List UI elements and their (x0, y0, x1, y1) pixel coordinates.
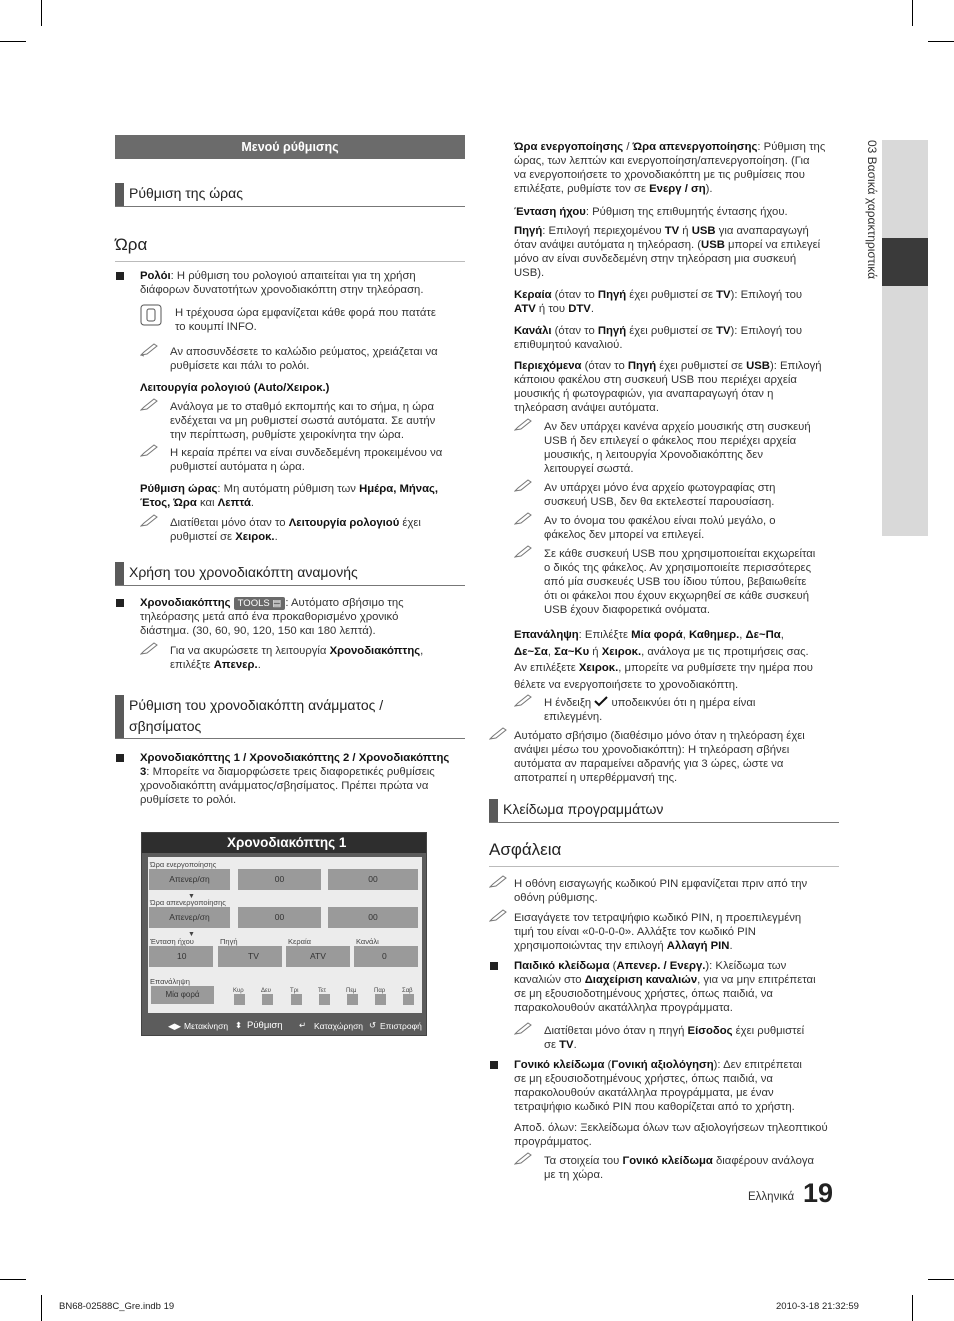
heading-text: Χρήση του χρονοδιακόπτη αναμονής (129, 564, 358, 580)
line: Η οθόνη εισαγωγής κωδικού PIN εμφανίζεται πριν από την (514, 878, 808, 890)
text: Χειροκ. (578, 662, 619, 674)
line: συσκευή USB, δεν θα εκτελεστεί παρουσίαση. (544, 496, 775, 508)
note-pencil-icon (140, 514, 158, 528)
osd-day-label: Πεμ (346, 988, 357, 994)
chapter-tab-marker (882, 238, 928, 286)
osd-day-checkbox[interactable] (347, 994, 358, 1005)
text: Πηγή (597, 325, 627, 337)
text: USB (701, 239, 725, 251)
text: Καθημερ. (688, 629, 740, 641)
text: επιλέξατε, ρυθμίστε τον σε (514, 183, 650, 195)
text: : Ρύθμιση της επιθυμητής έντασης ήχου. (585, 206, 788, 218)
text: TV (716, 325, 731, 337)
auto-power-off-note (514, 729, 844, 785)
checkmark-icon (594, 696, 608, 707)
line: κάποιου φακέλου στη συσκευή USB που περιέχει αρχεία (514, 374, 797, 386)
line: ο δικός της φάκελος. Αν χρησιμοποιείτε περισσότερες (544, 562, 812, 574)
text: Ενεργ / ση (649, 183, 706, 195)
osd-on-minute[interactable]: 00 (328, 869, 418, 890)
osd-label-volume: Ένταση ήχου (150, 937, 194, 946)
text: Διατίθεται μόνο όταν η πηγή (544, 1025, 688, 1037)
note-pencil-icon (140, 444, 158, 458)
line: Εισαγάγετε τον τετραψήφιο κωδικό PIN, η προεπιλεγμένη (514, 912, 802, 924)
line: Η τρέχουσα ώρα εμφανίζεται κάθε φορά που πατάτε (175, 307, 436, 319)
text: Διαχείριση καναλιών (584, 974, 698, 986)
osd-source-value[interactable]: TV (218, 946, 282, 967)
text: έχει ρυθμιστεί (732, 1025, 805, 1037)
usb-music-note (544, 420, 844, 476)
text: Χρονοδιακόπτης (140, 597, 231, 609)
text: : Μπορείτε να διαμορφώσετε τρεις διαφορετικές ρυθμίσεις (146, 766, 435, 778)
line: ανάψει μέσω του χρονοδιακόπτη): Η τηλεόραση σβήνει (514, 744, 790, 756)
line: USB έχουν διαφορετικά ονόματα. (544, 604, 711, 616)
note-pencil-icon (140, 398, 158, 412)
osd-day-checkbox[interactable] (319, 994, 330, 1005)
osd-day-checkbox[interactable] (403, 994, 414, 1005)
text: Η ένδειξη (544, 697, 592, 709)
text: ATV (514, 303, 536, 315)
set-time-label: Ρύθμιση ώρας (140, 483, 218, 495)
text: Διατίθεται μόνο όταν το (170, 517, 289, 529)
pin-screen-note (514, 877, 844, 905)
text: ή του (535, 303, 569, 315)
folder-name-note (544, 514, 844, 542)
footer-date: 2010-3-18 21:32:59 (776, 1301, 859, 1312)
text: / (623, 141, 633, 153)
line: παρακολουθούν ακατάλληλα προγράμματα, με έναν (514, 1087, 774, 1099)
mode-note-a (170, 400, 465, 442)
line: τιμή του είναι «0-0-0-0». Αλλάξτε τον κωδικό PIN (514, 926, 756, 938)
osd-day-label: Τετ (318, 988, 327, 994)
usb-folder-note (544, 547, 844, 617)
text: Παιδικό κλείδωμα (514, 960, 610, 972)
text: διαφέρουν ανάλογα (712, 1155, 815, 1167)
text: (όταν το (551, 325, 598, 337)
text: Κανάλι (514, 325, 552, 337)
osd-repeat-value[interactable]: Μία φορά (151, 986, 214, 1004)
channel-paragraph (514, 324, 844, 352)
line: ενδέχεται να μη ρυθμιστεί σωστά αυτόματα. Σε αυτήν (170, 415, 436, 427)
text: και (196, 497, 218, 509)
line: επιθυμητού καναλιού. (514, 339, 623, 351)
osd-panel (148, 857, 422, 1013)
availability-note: Διατίθεται μόνο όταν το Λειτουργία ρολογιού έχει ρυθμιστεί σε Χειροκ.. (170, 517, 421, 543)
osd-label-channel: Κανάλι (356, 937, 379, 946)
crop-mark (912, 0, 913, 26)
line: ρυθμιστεί αυτόματα η ώρα. (170, 461, 305, 473)
return-icon: ↺ (369, 1020, 377, 1030)
text: Απενερ. (213, 659, 258, 671)
osd-adjust-label: Ρύθμιση (247, 1020, 283, 1031)
text: έχει ρυθμιστεί σε (626, 289, 717, 301)
source-paragraph (514, 224, 844, 280)
osd-label-on-time: Ώρα ενεργοποίησης (150, 860, 217, 869)
section-heading-time-setup (115, 183, 465, 207)
line: μόνο αν είναι συνδεδεμένη στην τηλεόραση μια συσκευή (514, 253, 797, 265)
osd-off-state[interactable]: Απενερ/ση (149, 907, 230, 928)
text: (όταν το (551, 289, 598, 301)
osd-label-source: Πηγή (220, 937, 238, 946)
clock-label: Ρολόι (140, 270, 171, 282)
note-pencil-icon (514, 512, 532, 526)
line: μουσικής, η λειτουργία Χρονοδιακόπτης δεν (544, 449, 763, 461)
osd-off-hour[interactable]: 00 (238, 907, 321, 928)
text: : Μη αυτόματη ρύθμιση των (217, 483, 360, 495)
line: λειτουργεί σωστά. (544, 463, 634, 475)
text: Ένταση ήχου (514, 206, 586, 218)
crop-mark (0, 41, 26, 42)
line: Αυτόματο σβήσιμο (διαθέσιμο μόνο όταν η τηλεόραση έχει (514, 730, 805, 742)
menu-banner: Μενού ρύθμισης (115, 135, 465, 159)
sleep-note: Για να ακυρώσετε τη λειτουργία Χρονοδιακόπτης, επιλέξτε Απενερ.. (170, 645, 424, 671)
osd-label-repeat: Επανάληψη (150, 977, 190, 986)
line: Η κεραία πρέπει να είναι συνδεδεμένη προκειμένου να (170, 447, 443, 459)
line: την περίπτωση, ρυθμίστε χειροκίνητα την ώρα. (170, 429, 404, 441)
line: Χρονοδιακόπτης 1 / Χρονοδιακόπτης 2 / Χρονοδιακόπτης (140, 752, 450, 764)
line: τετραψήφιο κωδικό PIN που καθορίζεται από το χρήστη. (514, 1101, 795, 1113)
line: Αν υπάρχει μόνο ένα αρχείο φωτογραφίας στη (544, 482, 776, 494)
mode-note-b (170, 446, 465, 474)
crop-mark (912, 1295, 913, 1321)
osd-title: Χρονοδιακόπτης 1 (142, 833, 426, 853)
osd-on-hour[interactable]: 00 (238, 869, 321, 890)
osd-day-checkbox[interactable] (234, 994, 245, 1005)
parental-lock-paragraph: Γονικό κλείδωμα (Γονική αξιολόγηση): Δεν επιτρέπεται σε μη εξουσιοδοτημένους χρήστες, όπως παιδιά, να παρακολουθούν ακατάλληλα προγράμματα, με έναν τετραψήφιο κωδικό PIN που καθορίζεται από το χρήστη. (514, 1058, 844, 1114)
text: (όταν το (581, 360, 628, 372)
heading-text: Ρύθμιση της ώρας (129, 185, 243, 201)
line: USB). (514, 267, 545, 279)
move-arrows-icon: ◀▶ (168, 1021, 182, 1031)
osd-channel-value[interactable]: 0 (354, 946, 418, 967)
osd-day-label: Παρ (374, 988, 386, 994)
pin-default-note: Εισαγάγετε τον τετραψήφιο κωδικό PIN, η προεπιλεγμένη τιμή του είναι «0-0-0-0». Αλλάξτε τον κωδικό PIN χρησιμοποιώντας την επιλογή Αλλαγή PIN. (514, 911, 844, 953)
text: : Επιλέξτε (578, 629, 632, 641)
text: Αλλαγή PIN (666, 940, 730, 952)
note-pencil-icon (140, 343, 158, 357)
line: Αν το όνομα του φακέλου είναι πολύ μεγάλο, ο (544, 515, 776, 527)
sleep-timer-paragraph (140, 596, 465, 638)
crop-mark (928, 41, 954, 42)
line: ρυθμίσετε και πάλι το ρολόι. (170, 360, 310, 372)
line: ότι οι φάκελοι που έχουν εκχωρηθεί σε κάθε συσκευή (544, 590, 809, 602)
text: όταν ανάψει αυτόματα η τηλεόραση. ( (514, 239, 702, 251)
osd-volume-value[interactable]: 10 (149, 946, 213, 967)
text: Για να ακυρώσετε τη λειτουργία (170, 645, 330, 657)
line: τηλεόραση ανάψει αυτόματα. (514, 402, 659, 414)
text: Τα στοιχεία του (544, 1155, 623, 1167)
child-lock-note: Διατίθεται μόνο όταν η πηγή Είσοδος έχει ρυθμιστεί σε TV. (544, 1025, 805, 1051)
text: χρησιμοποιώντας την επιλογή (514, 940, 667, 952)
text: υποδεικνύει ότι η ημέρα είναι (611, 697, 756, 709)
text: Ώρα απενεργοποίησης (632, 141, 758, 153)
down-arrow-icon: ▼ (188, 931, 195, 938)
repeat-paragraph: Επανάληψη: Επιλέξτε Μία φορά, Καθημερ., Δε~Πα, Δε~Σα, Σα~Κυ ή Χειροκ., ανάλογα με τις προτιμήσεις σας. Αν επιλέξετε Χειροκ., μπορείτε να ρυθμίσετε την ημέρα που θέλετε να ενεργοποιήσετε το χρονοδιακόπτη. (514, 627, 844, 693)
line: Αποδ. όλων: Ξεκλείδωμα όλων των αξιολογήσεων τηλεοπτικού (514, 1122, 828, 1134)
line: USB ή δεν επιλεγεί ο φάκελος που περιέχει αρχεία (544, 435, 797, 447)
checkmark-note (544, 696, 844, 724)
text: : Δεν επιτρέπεται (717, 1059, 802, 1071)
line: να ενεργοποιήσετε το χρονοδιακόπτη με τις ρυθμίσεις που (514, 169, 805, 181)
osd-label-off-time: Ώρα απενεργοποίησης (150, 898, 226, 907)
text: , (547, 645, 555, 658)
page-language: Ελληνικά (748, 1191, 795, 1203)
heading-text: Κλείδωμα προγραμμάτων (503, 801, 664, 817)
footer-file: BN68-02588C_Gre.indb 19 (59, 1301, 175, 1312)
bullet (116, 754, 124, 762)
down-arrow-icon: ▼ (188, 893, 195, 900)
text: Αν επιλέξετε (514, 662, 579, 674)
clock-mode-label: Λειτουργία ρολογιού (Auto/Χειροκ.) (140, 382, 330, 394)
line: μουσικής ή φωτογραφιών, για αναπαραγωγή όταν η (514, 388, 774, 400)
clock-text: : Η ρύθμιση του ρολογιού απαιτείται για τη χρήση διάφορων δυνατοτήτων χρονοδιακόπτη στην τηλεόραση. (140, 270, 424, 296)
osd-on-state[interactable]: Απενερ/ση (149, 869, 230, 890)
line: ώρας, των λεπτών και ενεργοποίηση/απενεργοποίηση. (Για (514, 155, 810, 167)
text: : Κλείδωμα των (709, 960, 787, 972)
line: προγράμματος. (514, 1136, 592, 1148)
antenna-paragraph: Κεραία (όταν το Πηγή έχει ρυθμιστεί σε TV): Επιλογή του ATV ή του DTV. (514, 289, 803, 315)
text: Ώρα ενεργοποίησης (514, 141, 624, 153)
text: ): Επιλογή του (730, 289, 803, 301)
text: ): Επιλογή (769, 360, 822, 372)
note-pencil-icon (514, 1152, 532, 1166)
note-pencil-icon (514, 545, 532, 559)
adjust-arrows-icon: ⬍ (235, 1020, 243, 1030)
text: Έτος, Ώρα (140, 497, 197, 509)
note-pencil-icon (514, 418, 532, 432)
text: ). (705, 183, 713, 195)
line: ρυθμίσετε το ρολόι. (140, 794, 237, 806)
osd-move-label: Μετακίνηση (184, 1021, 229, 1031)
line: οθόνη ρύθμισης. (514, 892, 598, 904)
text: έχει (399, 517, 421, 529)
text: Γονική αξιολόγηση (611, 1059, 714, 1071)
set-time-paragraph: Ρύθμιση ώρας: Μη αυτόματη ρύθμιση των Ημέρα, Μήνας, Έτος, Ώρα και Λεπτά. (140, 483, 439, 509)
clock-paragraph (140, 269, 465, 297)
text: DTV (568, 303, 591, 315)
note-pencil-icon (489, 727, 507, 741)
text: Πηγή (514, 225, 543, 237)
line: με τη χώρα. (544, 1169, 604, 1181)
text: Επανάληψη (514, 629, 579, 641)
bullet (116, 599, 124, 607)
text: Λειτουργία ρολογιού (288, 517, 400, 529)
note-pencil-icon (489, 909, 507, 923)
text: ρυθμιστεί σε (170, 531, 236, 543)
bullet (116, 272, 124, 280)
line: από μία συσκευές USB του ίδιου τύπου, βεβαιωθείτε (544, 576, 807, 588)
osd-off-minute[interactable]: 00 (328, 907, 418, 928)
osd-day-label: Δευ (261, 988, 271, 994)
osd-footer (142, 1015, 426, 1035)
note-pencil-icon (489, 875, 507, 889)
text: TV (559, 1039, 574, 1051)
heading-time: Ώρα (115, 238, 465, 262)
enter-icon: ↵ (299, 1020, 307, 1030)
text: Δε~Πα (745, 629, 781, 641)
text: Λεπτά (217, 497, 251, 509)
timers-paragraph (140, 751, 465, 807)
note-pencil-icon (514, 694, 532, 708)
text: Σα~Κυ (554, 645, 590, 658)
text: Περιεχόμενα (514, 360, 582, 372)
osd-day-label: Σαβ (402, 988, 413, 994)
text: επιλέξτε (170, 659, 214, 671)
text: Γονικό κλείδωμα (622, 1155, 713, 1167)
crop-mark (0, 1279, 26, 1280)
section-heading-sleep-timer (115, 562, 465, 586)
text: , (682, 629, 689, 641)
info-note (175, 306, 465, 334)
line: αποτραπεί η υπερθέρμανσή της. (514, 772, 678, 784)
chapter-title: 03 Βασικά χαρακτηριστικά (865, 140, 879, 280)
text: USB (746, 360, 770, 372)
text: ή (679, 225, 692, 237)
parental-lock-note (544, 1154, 844, 1182)
osd-return-label: Επιστροφή (380, 1021, 422, 1031)
timer-osd-screen (141, 832, 427, 1036)
on-off-time-paragraph (514, 140, 844, 196)
heading-line: Ρύθμιση του χρονοδιακόπτη ανάμματος / (129, 697, 384, 713)
text: : Ρύθμιση της (757, 141, 826, 153)
text: καναλιών στο (514, 974, 585, 986)
bullet (490, 1061, 498, 1069)
text: Πηγή (627, 360, 657, 372)
text: Απενερ. / Ενεργ. (616, 960, 706, 972)
note-pencil-icon (514, 479, 532, 493)
text: Ημέρα, Μήνας, (359, 483, 439, 495)
line: φάκελος δεν μπορεί να επιλεγεί. (544, 529, 705, 541)
line: διάστημα. (30, 60, 90, 120, 150 και 180 λεπτά). (140, 625, 376, 637)
note-pencil-icon (514, 1022, 532, 1036)
text: : Επιλογή περιεχομένου (542, 225, 665, 237)
text: Χρονοδιακόπτης (329, 645, 421, 657)
text: Γονικό κλείδωμα (514, 1059, 605, 1071)
chapter-tab (882, 140, 928, 536)
heading-line: σβησίματος (129, 718, 202, 734)
line: Σε κάθε συσκευή USB που χρησιμοποιείται εκχωρείται (544, 548, 816, 560)
line: Αν δεν υπάρχει κανένα αρχείο μουσικής στη συσκευή (544, 421, 811, 433)
text: Πηγή (597, 289, 627, 301)
osd-label-antenna: Κεραία (288, 937, 311, 946)
text: TOOLS (237, 598, 270, 609)
text: , για να μην επιτρέπεται (697, 974, 816, 986)
text: έχει ρυθμιστεί σε (626, 325, 717, 337)
heading-security: Ασφάλεια (489, 843, 839, 867)
line: σε μη εξουσιοδοτημένους χρήστες, όπως παιδιά, να (514, 988, 773, 1000)
text: USB (691, 225, 716, 237)
crop-mark (41, 0, 42, 26)
text: , μπορείτε να ρυθμίσετε την ημέρα που (618, 662, 813, 674)
line: χρονοδιακόπτη ανάμματος/σβησίματος. Πρέπει πρώτα να (140, 780, 429, 792)
line: Αν αποσυνδέσετε το καλώδιο ρεύματος, χρειάζεται να (170, 346, 438, 358)
tools-button-badge: TOOLS ▤ (234, 597, 286, 610)
volume-paragraph (514, 205, 844, 219)
line: τηλεόρασης μετά από ένα προκαθορισμένο χρονικό (140, 611, 399, 623)
bullet (490, 962, 498, 970)
osd-day-checkbox[interactable] (291, 994, 302, 1005)
child-lock-paragraph: Παιδικό κλείδωμα (Απενερ. / Ενεργ.): Κλείδωμα των καναλιών στο Διαχείριση καναλιών, για να μην επιτρέπεται σε μη εξουσιοδοτημένους χρήστες, όπως παιδιά, να παρακολουθούν ακατάλληλα προγράμματα. (514, 959, 844, 1015)
text: , (739, 629, 746, 641)
text: , ανάλογα με τις προτιμήσεις σας. (641, 645, 809, 658)
section-heading-on-off-timer (115, 695, 465, 739)
text: Είσοδος (687, 1025, 733, 1037)
page-number: 19 (803, 1178, 834, 1208)
section-heading-program-lock (489, 799, 839, 823)
text: έχει ρυθμιστεί σε (656, 360, 747, 372)
osd-day-label: Κυρ (233, 988, 244, 994)
line: αυτόματα αν παραμείνει αδρανής για 3 ώρες, ώστε να (514, 758, 784, 770)
osd-antenna-value[interactable]: ATV (286, 946, 350, 967)
text: 3 (140, 766, 147, 778)
crop-mark (928, 1279, 954, 1280)
unplug-note (170, 345, 465, 373)
contents-paragraph (514, 359, 844, 415)
text: ή (589, 645, 602, 658)
text: TV (716, 289, 731, 301)
text: Δε~Σα (514, 645, 548, 658)
text: : Αυτόματο σβήσιμο της (285, 597, 404, 609)
remote-button-icon (140, 304, 162, 326)
text: μπορεί να επιλεγεί (724, 239, 821, 251)
osd-day-label: Τρι (290, 988, 299, 994)
text: σε (544, 1039, 560, 1051)
osd-save-label: Καταχώρηση (314, 1021, 364, 1031)
text: Μία φορά (631, 629, 683, 641)
line: θέλετε να ενεργοποιήσετε το χρονοδιακόπτη. (514, 678, 739, 691)
line: το κουμπί INFO. (175, 321, 257, 333)
text: ): Επιλογή του (730, 325, 803, 337)
text: Χειροκ. (235, 531, 275, 543)
crop-mark (41, 1295, 42, 1321)
text: για αναπαραγωγή (715, 225, 809, 237)
osd-day-checkbox[interactable] (262, 994, 273, 1005)
text: Χειροκ. (601, 645, 642, 658)
usb-photo-note (544, 481, 844, 509)
text: TV (664, 225, 680, 237)
text: Κεραία (514, 289, 552, 301)
note-pencil-icon (140, 642, 158, 656)
line: επιλεγμένη. (544, 711, 603, 723)
unlock-all-paragraph (514, 1121, 844, 1149)
line: παρακολουθούν ακατάλληλα προγράμματα. (514, 1002, 733, 1014)
line: σε μη εξουσιοδοτημένους χρήστες, όπως παιδιά, να (514, 1073, 773, 1085)
line: Ανάλογα με το σταθμό εκπομπής και το σήμα, η ώρα (170, 401, 434, 413)
osd-day-checkbox[interactable] (375, 994, 386, 1005)
